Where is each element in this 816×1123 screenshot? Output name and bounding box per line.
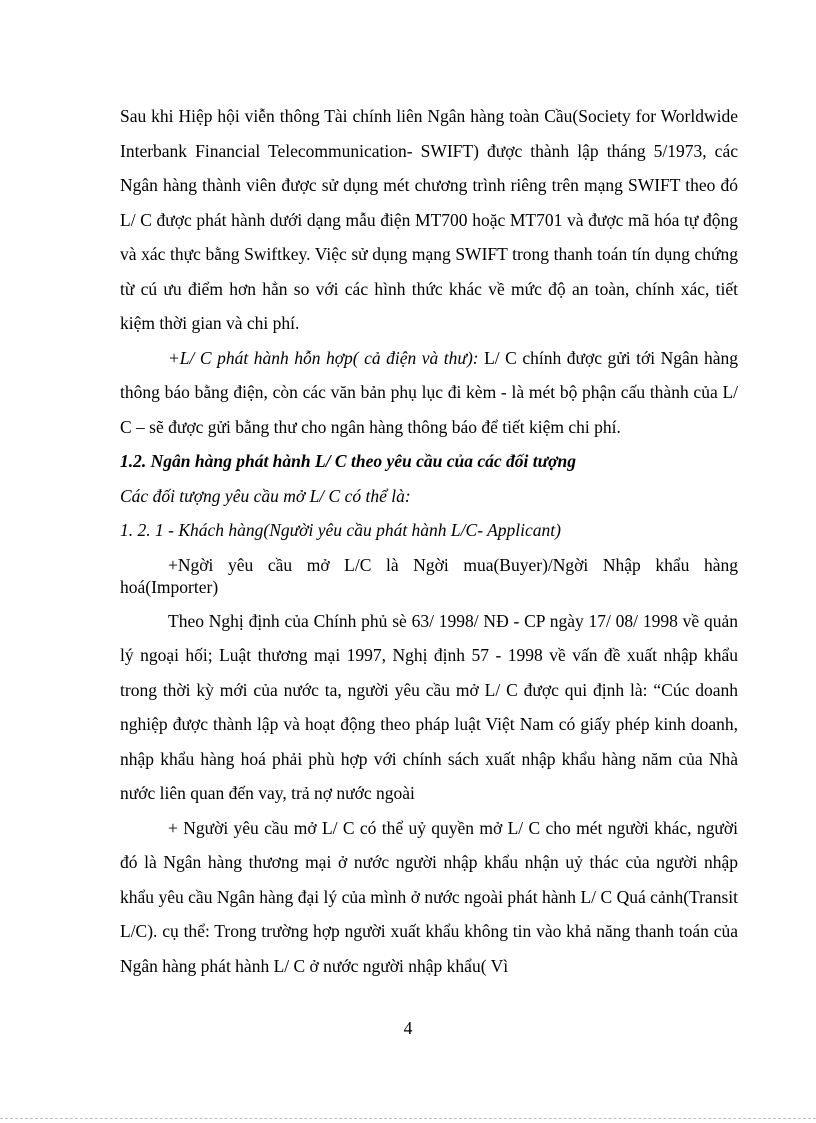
section-heading: 1.2. Ngân hàng phát hành L/ C theo yêu cầu của các đối tượng [120, 451, 576, 471]
paragraph-buyer: +Ngời yêu cầu mở L/C là Ngời mua(Buyer)/Ngời Nhập khẩu hàng hoá(Importer) [120, 554, 738, 597]
subsection-heading: 1. 2. 1 - Khách hàng(Người yêu cầu phát hành L/C- Applicant) [120, 520, 561, 540]
page-number: 4 [403, 1018, 413, 1038]
paragraph-decree: Theo Nghị định của Chính phủ sè 63/ 1998/ NĐ - CP ngày 17/ 08/ 1998 về quản lý ngoại hối; Luật thương mại 1997, Nghị định 57 - 1998 về vấn đề xuất nhập khẩu trong thời kỳ mới của nước ta, người yêu cầu mở L/ C được qui định là: “Cúc doanh nghiệp được thành lập và hoạt động theo pháp luật Việt Nam có giấy phép kinh doanh, nhập khẩu hàng hoá phải phù hợp với chính sách xuất nhập khẩu hàng năm của Nhà nước liên quan đến vay, trả nợ nước ngoài [120, 610, 738, 803]
paragraph-mixed-lc-lead: +L/ C phát hành hỗn hợp( cả điện và thư): [168, 347, 479, 368]
intro-line: Các đối tượng yêu cầu mở L/ C có thể là: [120, 485, 411, 506]
paragraph-authorization: + Người yêu cầu mở L/ C có thể uỷ quyền mở L/ C cho mét người khác, người đó là Ngân hàng thương mại ở nước người nhập khẩu nhận uỷ thác của người nhập khẩu yêu cầu Ngân hàng đại lý của mình ở nước ngoài phát hành L/ C Quá cảnh(Transit L/C). cụ thể: Trong trường hợp người xuất khẩu không tin vào khả năng thanh toán của Ngân hàng phát hành L/ C ở nước người nhập khẩu( Vì [120, 817, 738, 976]
document-body [120, 99, 738, 983]
paragraph-swift: Sau khi Hiệp hội viễn thông Tài chính liên Ngân hàng toàn Cầu(Society for Worldwide Interbank Financial Telecommunication- SWIFT) được thành lập tháng 5/1973, các Ngân hàng thành viên được sử dụng mét chương trình riêng trên mạng SWIFT theo đó L/ C được phát hành dưới dạng mẫu điện MT700 hoặc MT701 và được mã hóa tự động và xác thực bằng Swiftkey. Việc sử dụng mạng SWIFT trong thanh toán tín dụng chứng từ cú ưu điểm hơn hẳn so với các hình thức khác về mức độ an toàn, chính xác, tiết kiệm thời gian và chi phí. [120, 106, 738, 333]
paragraph-mixed-lc [120, 341, 738, 445]
paragraph-mixed-lc-text: L/ C chính được gửi tới Ngân hàng thông báo bằng điện, còn các văn bản phụ lục đi kèm - là mét bộ phận cấu thành của L/ C – sẽ được gửi bằng thư cho ngân hàng thông báo để tiết kiệm chi phí. [120, 347, 738, 437]
page-bottom-divider [0, 1118, 816, 1119]
